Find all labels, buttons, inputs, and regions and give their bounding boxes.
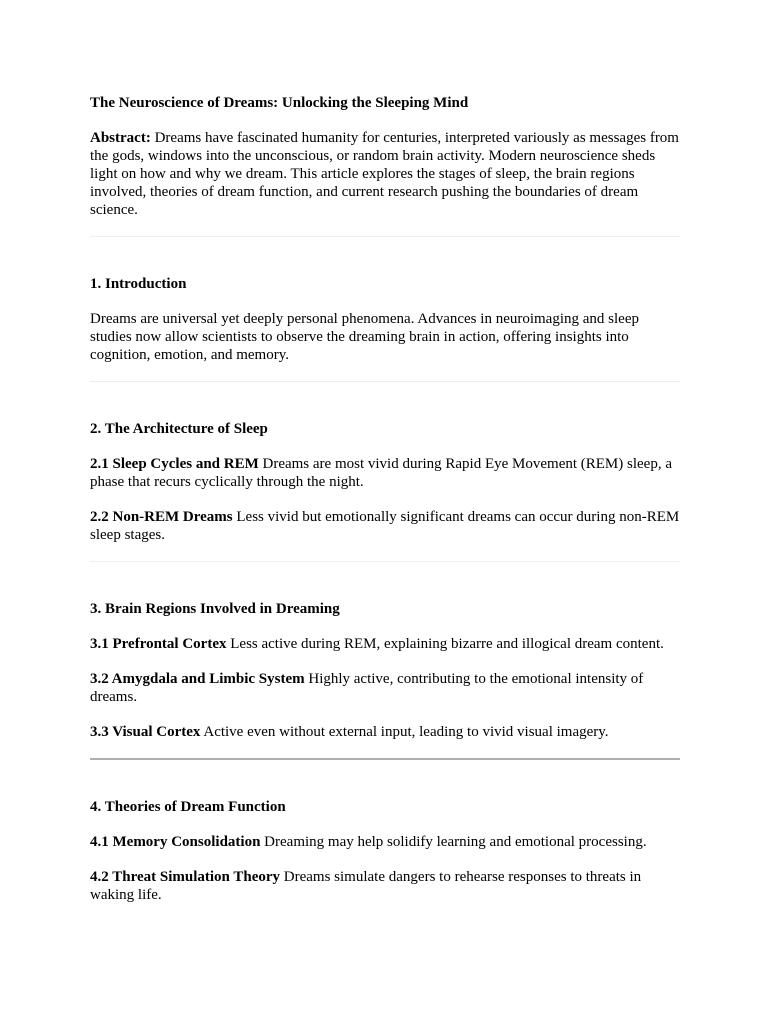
subsection-text: Dreams simulate dangers to rehearse responses to threats in waking life. <box>90 869 642 903</box>
introduction-paragraph: Dreams are universal yet deeply personal phenomena. Advances in neuroimaging and sleep studies now allow scientists to observe the dreaming brain in action, offering insights into cognition, emotion, and memory. <box>90 311 639 363</box>
section-heading-dream-theories: 4. Theories of Dream Function <box>90 799 286 815</box>
subsection-label: 4.2 Threat Simulation Theory <box>90 869 281 885</box>
abstract-label: Abstract: <box>90 130 151 146</box>
abstract-text: Dreams have fascinated humanity for centuries, interpreted variously as messages from the gods, windows into the unconscious, or random brain activity. Modern neuroscience sheds light on how and why we dream. This article explores the stages of sleep, the brain regions involved, theories of dream function, and current research pushing the boundaries of dream science. <box>90 130 679 218</box>
section-divider <box>90 561 680 562</box>
subsection-text: Dreaming may help solidify learning and emotional processing. <box>264 834 647 850</box>
section-divider <box>90 381 680 382</box>
section-heading-introduction: 1. Introduction <box>90 276 187 292</box>
subsection-label: 2.2 Non-REM Dreams <box>90 509 233 525</box>
document-page <box>90 94 680 921</box>
section-divider-heavy <box>90 758 680 760</box>
subsection-text: Less vivid but emotionally significant dreams can occur during non-REM sleep stages. <box>90 509 680 543</box>
section-heading-architecture-of-sleep: 2. The Architecture of Sleep <box>90 421 268 437</box>
subsection-text: Active even without external input, leading to vivid visual imagery. <box>203 724 609 740</box>
subsection-prefrontal-cortex <box>90 635 680 653</box>
subsection-label: 3.1 Prefrontal Cortex <box>90 636 227 652</box>
section-heading-brain-regions: 3. Brain Regions Involved in Dreaming <box>90 601 340 617</box>
subsection-memory-consolidation <box>90 833 680 851</box>
subsection-amygdala <box>90 670 680 706</box>
subsection-non-rem-dreams <box>90 508 680 544</box>
subsection-visual-cortex <box>90 723 680 741</box>
subsection-label: 4.1 Memory Consolidation <box>90 834 261 850</box>
subsection-text: Highly active, contributing to the emotional intensity of dreams. <box>90 671 644 705</box>
subsection-label: 2.1 Sleep Cycles and REM <box>90 456 259 472</box>
subsection-label: 3.2 Amygdala and Limbic System <box>90 671 305 687</box>
abstract-paragraph <box>90 129 680 219</box>
section-divider <box>90 236 680 237</box>
subsection-text: Less active during REM, explaining bizarre and illogical dream content. <box>230 636 664 652</box>
subsection-text: Dreams are most vivid during Rapid Eye Movement (REM) sleep, a phase that recurs cyclically through the night. <box>90 456 672 490</box>
subsection-sleep-cycles <box>90 455 680 491</box>
document-title: The Neuroscience of Dreams: Unlocking the Sleeping Mind <box>90 95 469 111</box>
subsection-label: 3.3 Visual Cortex <box>90 724 201 740</box>
subsection-threat-simulation <box>90 868 680 904</box>
